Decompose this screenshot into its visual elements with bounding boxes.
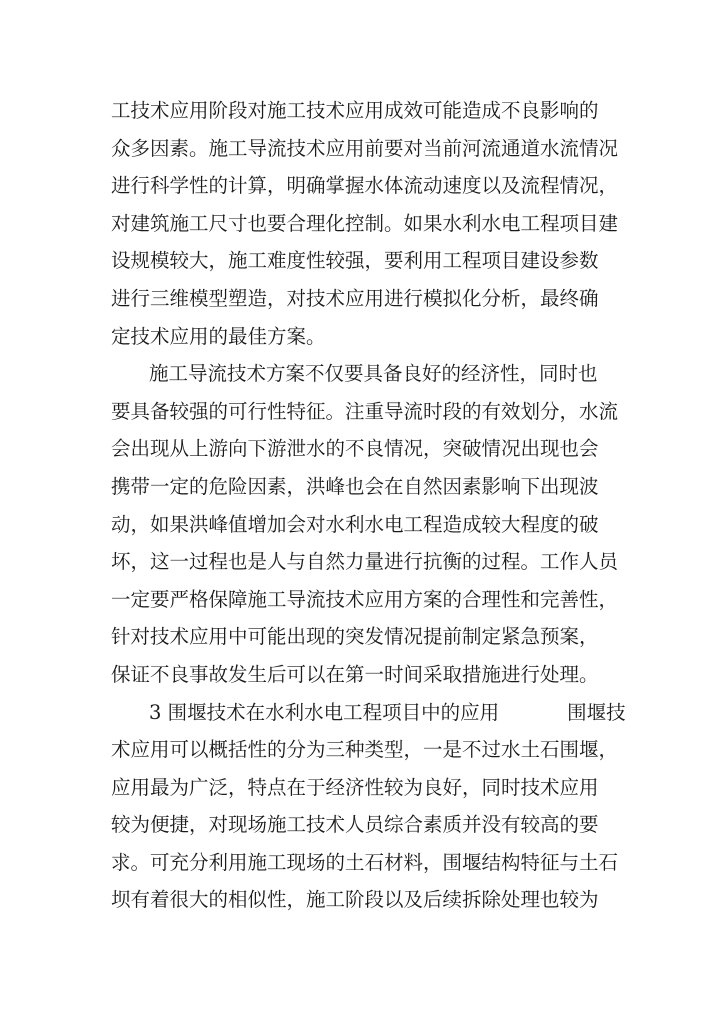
text-line: 应用最为广泛，特点在于经济性较为良好，同时技术应用: [111, 775, 599, 799]
text-line: 施工导流技术方案不仅要具备良好的经济性，同时也: [149, 362, 598, 386]
section-heading-line: [111, 694, 626, 732]
text-line: 定技术应用的最佳方案。: [111, 324, 326, 348]
text-line: 进行三维模型塑造，对技术应用进行模拟化分析，最终确: [111, 286, 599, 310]
text-line: 保证不良事故发生后可以在第一时间采取措施进行处理。: [111, 662, 599, 686]
text-line: 携带一定的危险因素，洪峰也会在自然因素影响下出现波: [111, 474, 599, 498]
text-line: 坏，这一过程也是人与自然力量进行抗衡的过程。工作人员: [111, 550, 619, 574]
text-line: 求。可充分利用施工现场的土石材料，围堰结构特征与土石: [111, 850, 619, 874]
section-heading: 3 围堰技术在水利水电工程项目中的应用: [149, 700, 500, 724]
body-text: [111, 92, 626, 919]
text-line: 坝有着很大的相似性，施工阶段以及后续拆除处理也较为: [111, 888, 599, 912]
text-line: 术应用可以概括性的分为三种类型，一是不过水土石围堰，: [111, 738, 619, 762]
paragraph-3: [111, 694, 626, 920]
text-line: 设规模较大，施工难度性较强，要利用工程项目建设参数: [111, 249, 599, 273]
text-line: 较为便捷，对现场施工技术人员综合素质并没有较高的要: [111, 813, 599, 837]
text-line: 众多因素。施工导流技术应用前要对当前河流通道水流情况: [111, 136, 619, 160]
text-line: 会出现从上游向下游泄水的不良情况，突破情况出现也会: [111, 437, 599, 461]
paragraph-1: [111, 92, 621, 355]
text-fragment: 围堰技: [567, 700, 626, 724]
text-line: 要具备较强的可行性特征。注重导流时段的有效划分，水流: [111, 399, 619, 423]
text-line: 对建筑施工尺寸也要合理化控制。如果水利水电工程项目建: [111, 211, 619, 235]
text-line: 一定要严格保障施工导流技术应用方案的合理性和完善性，: [111, 587, 619, 611]
paragraph-2: [111, 355, 621, 693]
text-line: 工技术应用阶段对施工技术应用成效可能造成不良影响的: [111, 99, 599, 122]
text-line: 进行科学性的计算，明确掌握水体流动速度以及流程情况，: [111, 174, 619, 198]
text-line: 动，如果洪峰值增加会对水利水电工程造成较大程度的破: [111, 512, 599, 536]
text-line: 针对技术应用中可能出现的突发情况提前制定紧急预案，: [111, 625, 599, 649]
